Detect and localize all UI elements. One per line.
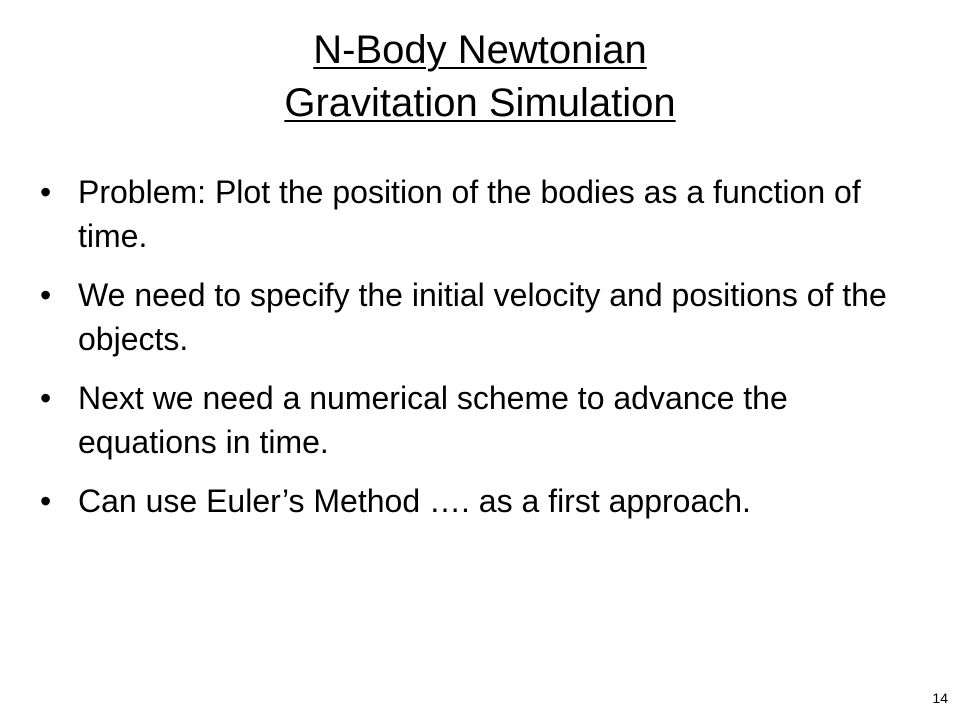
bullet-item-numerical-scheme (40, 376, 920, 464)
page-number: 14 (932, 690, 948, 706)
bullet-marker-icon: • (40, 174, 52, 210)
bullet-item-euler-method (40, 479, 920, 523)
bullet-list (40, 170, 920, 538)
title-line-1-text: N-Body Newtonian (313, 28, 647, 72)
bullet-text: Next we need a numerical scheme to advance the equations in time. (78, 380, 788, 460)
bullet-text: Can use Euler’s Method …. as a first approach. (78, 483, 751, 519)
bullet-marker-icon: • (40, 380, 52, 416)
bullet-marker-icon: • (40, 483, 52, 519)
bullet-text: We need to specify the initial velocity and positions of the objects. (78, 277, 887, 357)
bullet-item-initial-conditions (40, 273, 920, 361)
title-line-2 (80, 77, 880, 130)
bullet-marker-icon: • (40, 277, 52, 313)
bullet-text: Problem: Plot the position of the bodies as a function of time. (78, 174, 861, 254)
title-line-2-text: Gravitation Simulation (284, 81, 676, 125)
bullet-item-problem (40, 170, 920, 258)
slide-title (80, 24, 880, 130)
title-line-1 (80, 24, 880, 77)
